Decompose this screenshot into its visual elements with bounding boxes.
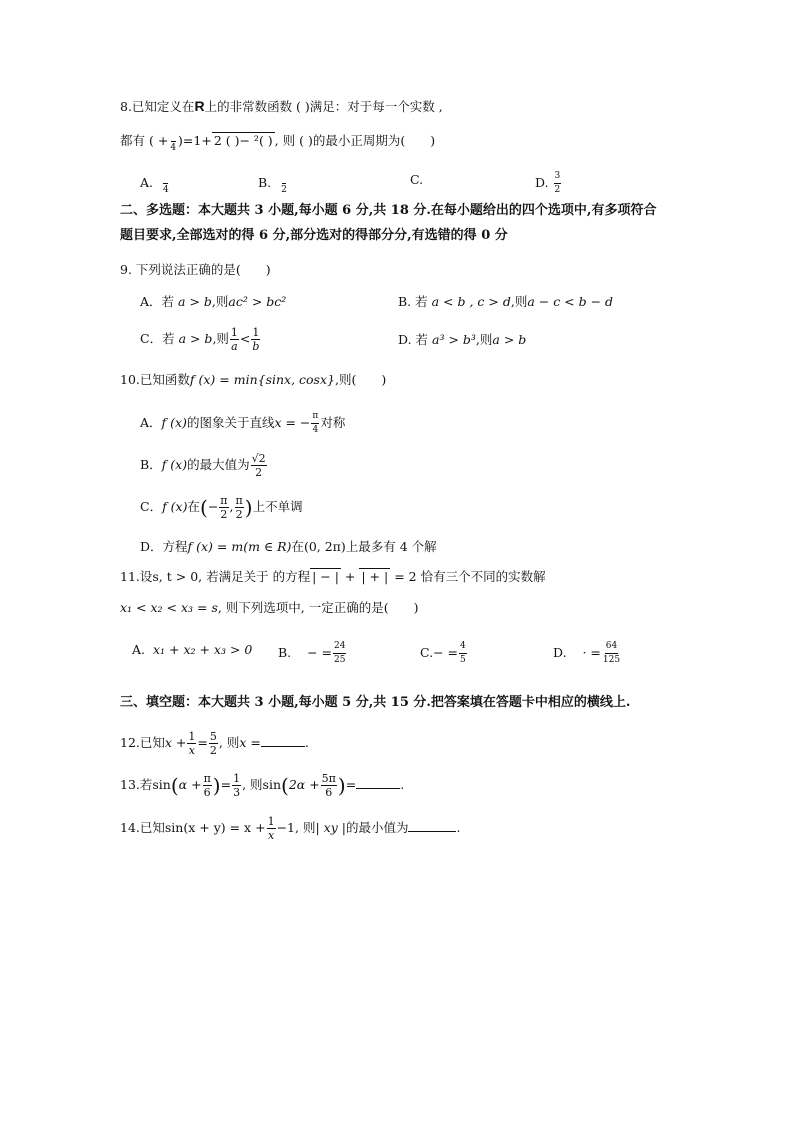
- section-2-title-line2: 题目要求,全部选对的得 6 分,部分选对的得部分分,有选错的得 0 分: [120, 228, 508, 243]
- q8-text: 8.已知定义在: [120, 99, 195, 114]
- q9-option-c: C．若 a > b,则 $\frac{1}{a}$ < $\frac{1}{b}$: [140, 326, 260, 353]
- q10-option-a: A．f (x)的图象关于直线x = − $\frac{\pi}{4}$ 对称: [140, 411, 346, 435]
- q8-option-c: C.: [410, 172, 424, 187]
- q9-option-a: A．若 a > b,则ac² > bc²: [140, 294, 287, 309]
- q10-stem: 10.已知函数f (x) = min{sinx, cosx},则( ): [120, 372, 387, 387]
- q14-answer-blank[interactable]: [408, 819, 456, 832]
- q11-option-d: D. · = $\frac{64}{125}$: [553, 641, 621, 665]
- q8-option-a: A. 4: [140, 170, 171, 197]
- q10-option-b: B．f (x)的最大值为 $\frac{√2}{2}$: [140, 452, 266, 479]
- q8-sqrt: 2 ( )− ²( ): [213, 133, 273, 148]
- q11-option-a: A. x₁ + x₂ + x₃ > 0: [132, 642, 253, 657]
- q11-line2: x₁ < x₂ < x₃ = s, 则下列选项中, 一定正确的是( ): [120, 600, 419, 615]
- q9-option-b: B. 若 a < b , c > d,则a − c < b − d: [398, 294, 614, 309]
- section-2-title-line1: 二、多选题：本大题共 3 小题,每小题 6 分,共 18 分.在每小题给出的四个选项中,有多项符合: [120, 203, 657, 218]
- q8-text4: )=1+: [178, 133, 212, 148]
- q12: 12.已知x + $\frac{1}{x}$ = $\frac{5}{2}$ , 则x = .: [120, 730, 309, 757]
- q9-stem: 9. 下列说法正确的是( ): [120, 262, 271, 277]
- q14: 14.已知sin(x + y) = x + $\frac{1}{x}$ −1, 则| xy |的最小值为 .: [120, 815, 461, 842]
- q10-option-c: C．f (x)在(− $\frac{\pi}{2}$ , $\frac{\pi}{2}$ )上不单调: [140, 494, 303, 521]
- q12-answer-blank[interactable]: [261, 734, 305, 747]
- q11-option-b: B. − = $\frac{24}{25}$: [278, 641, 346, 665]
- q13-answer-blank[interactable]: [356, 776, 400, 789]
- q8-R: R: [194, 98, 205, 114]
- q8-quarter-fraction: 4: [169, 128, 177, 155]
- q8-option-d: D. $\frac{3}{2}$: [535, 171, 561, 195]
- section-3-title: 三、填空题：本大题共 3 小题,每小题 5 分,共 15 分.把答案填在答题卡中相应的横线上.: [120, 695, 631, 710]
- q8-option-b: B. 2: [258, 170, 289, 197]
- q11-line1: 11.设s, t > 0, 若满足关于 的方程 | − | + | + | = 2 恰有三个不同的实数解: [120, 569, 546, 584]
- q10-option-d: D．方程f (x) = m(m ∈ R)在(0, 2π)上最多有 4 个解: [140, 539, 437, 554]
- q8-line2: [120, 128, 435, 155]
- q8-text5: , 则 ( )的最小正周期为( ): [274, 133, 436, 148]
- q9-option-d: D. 若 a³ > b³,则a > b: [398, 332, 527, 347]
- q11-option-c: C.− = $\frac{4}{5}$: [420, 641, 466, 665]
- q8-text2: 上的非常数函数 ( )满足：对于每一个实数 ,: [204, 99, 443, 114]
- q8-text3: 都有 ( +: [120, 133, 169, 148]
- q13: 13.若sin(α + $\frac{\pi}{6}$ )= $\frac{1}{3}$ , 则sin(2α + $\frac{5\pi}{6}$ )= .: [120, 772, 405, 799]
- q8-line1: [120, 96, 443, 117]
